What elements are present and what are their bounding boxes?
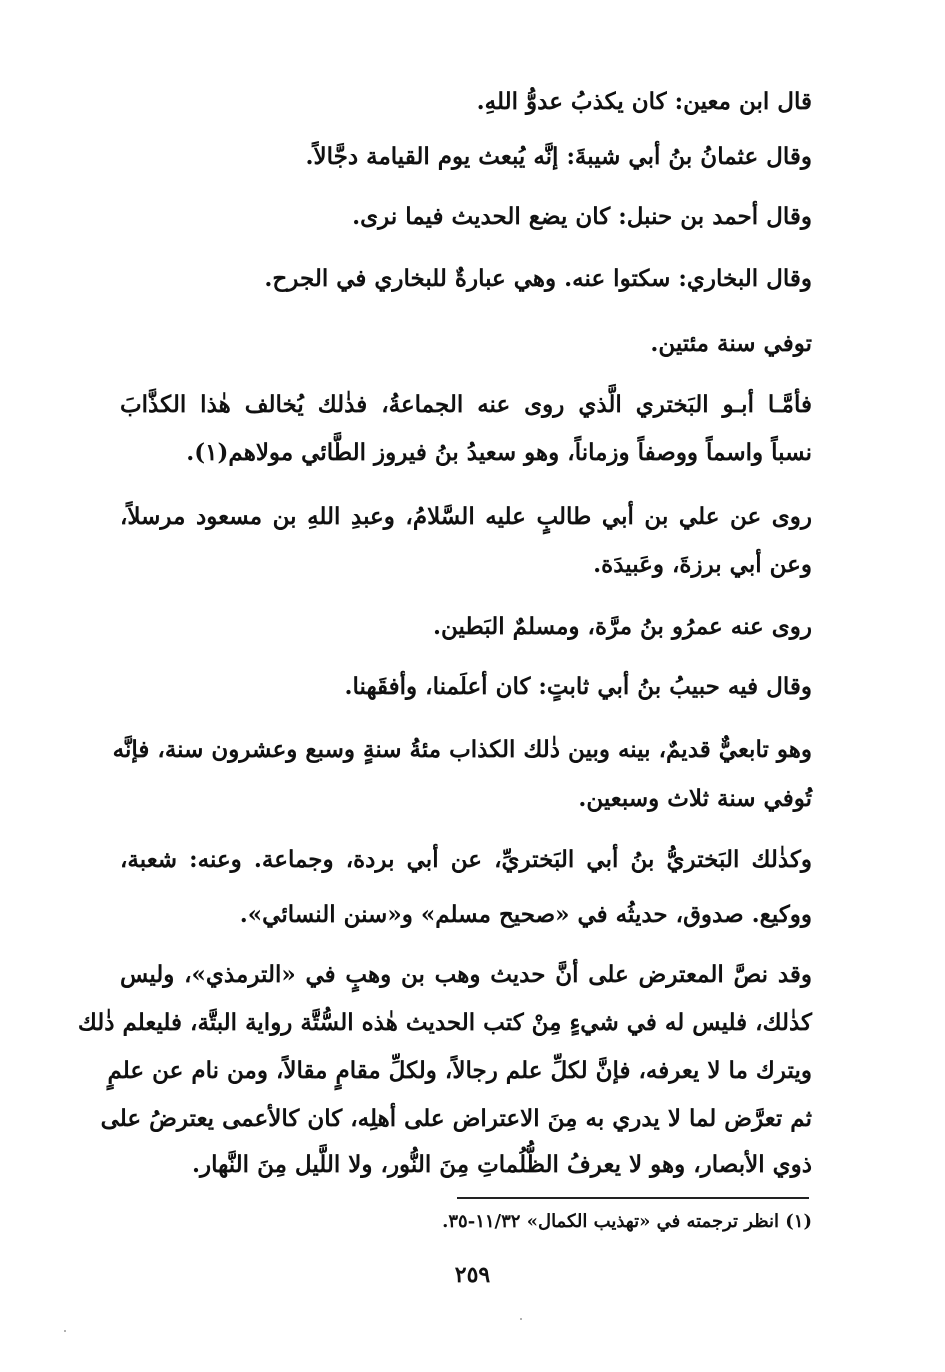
- text-line-16: وقد نصَّ المعترض على أنَّ حديث وهب بن وهبٍ في «الترمذي»، وليس: [120, 961, 812, 988]
- text-line-1: قال ابن معين: كان يكذبُ عدوُّ اللهِ.: [476, 88, 812, 115]
- text-line-5: توفي سنة مئتين.: [650, 330, 812, 357]
- text-line-15: ووكيع. صدوق، حديثُه في «صحيح مسلم» و«سنن النسائي».: [239, 901, 812, 928]
- text-line-10: روى عنه عمرُو بنُ مرَّة، ومسلمٌ البَطين.: [433, 613, 812, 640]
- text-line-13: تُوفي سنة ثلاث وسبعين.: [578, 785, 812, 812]
- text-line-19: ثم تعرَّض لما لا يدري به مِنَ الاعتراض على أهلِه، كان كالأعمى يعترضُ على: [100, 1105, 812, 1132]
- text-line-6: فأمَّـا أبـو البَختري الَّذي روى عنه الجماعةُ، فذٰلك يُخالف هٰذا الكذَّابَ: [120, 391, 812, 418]
- footnote-divider: [457, 1197, 809, 1199]
- text-line-20: ذوي الأبصار، وهو لا يعرفُ الظُّلُماتِ مِنَ النُّور، ولا اللَّيل مِنَ النَّهار.: [192, 1151, 812, 1178]
- scan-speck: [520, 1318, 522, 1320]
- text-line-17: كذٰلك، فليس له في شيءٍ مِنْ كتب الحديث هٰذه السُّتَّة رواية البتَّة، فليعلم ذٰلك: [77, 1009, 812, 1036]
- text-line-11: وقال فيه حبيبُ بنُ أبي ثابتٍ: كان أعلَمنا، وأفقَهنا.: [344, 673, 812, 700]
- text-line-7: نسباً واسماً ووصفاً وزماناً، وهو سعيدُ بنُ فيروز الطَّائي مولاهم(١).: [186, 439, 812, 466]
- text-line-14: وكذٰلك البَختريُّ بنُ أبي البَختريِّ، عن أبي بردة، وجماعة. وعنه: شعبة،: [120, 846, 812, 873]
- text-line-12: وهو تابعيٌّ قديمٌ، بينه وبين ذٰلك الكذاب مئةُ سنةٍ وسبع وعشرون سنة، فإنَّه: [112, 736, 812, 763]
- text-line-9: وعن أبي برزةَ، وعَبيدَة.: [593, 551, 812, 578]
- text-line-8: روى عن علي بن أبي طالبٍ عليه السَّلامُ، وعبدِ اللهِ بن مسعود مرسلاً،: [120, 503, 812, 530]
- text-line-18: ويترك ما لا يعرفه، فإنَّ لكلِّ علم رجالاً، ولكلِّ مقامٍ مقالاً، ومن نام عن علمٍ: [107, 1057, 812, 1084]
- scan-speck: [64, 1330, 66, 1332]
- text-line-2: وقال عثمانُ بنُ أبي شيبةَ: إنَّه يُبعث يوم القيامة دجَّالاً.: [305, 143, 812, 170]
- page-number: ٢٥٩: [454, 1262, 491, 1288]
- text-line-3: وقال أحمد بن حنبل: كان يضع الحديث فيما نرى.: [352, 203, 812, 230]
- footnote: (١) انظر ترجمته في «تهذيب الكمال» ١١/٣٢-٣٥.: [442, 1211, 812, 1232]
- text-line-4: وقال البخاري: سكتوا عنه. وهي عبارةٌ للبخاري في الجرح.: [264, 265, 812, 292]
